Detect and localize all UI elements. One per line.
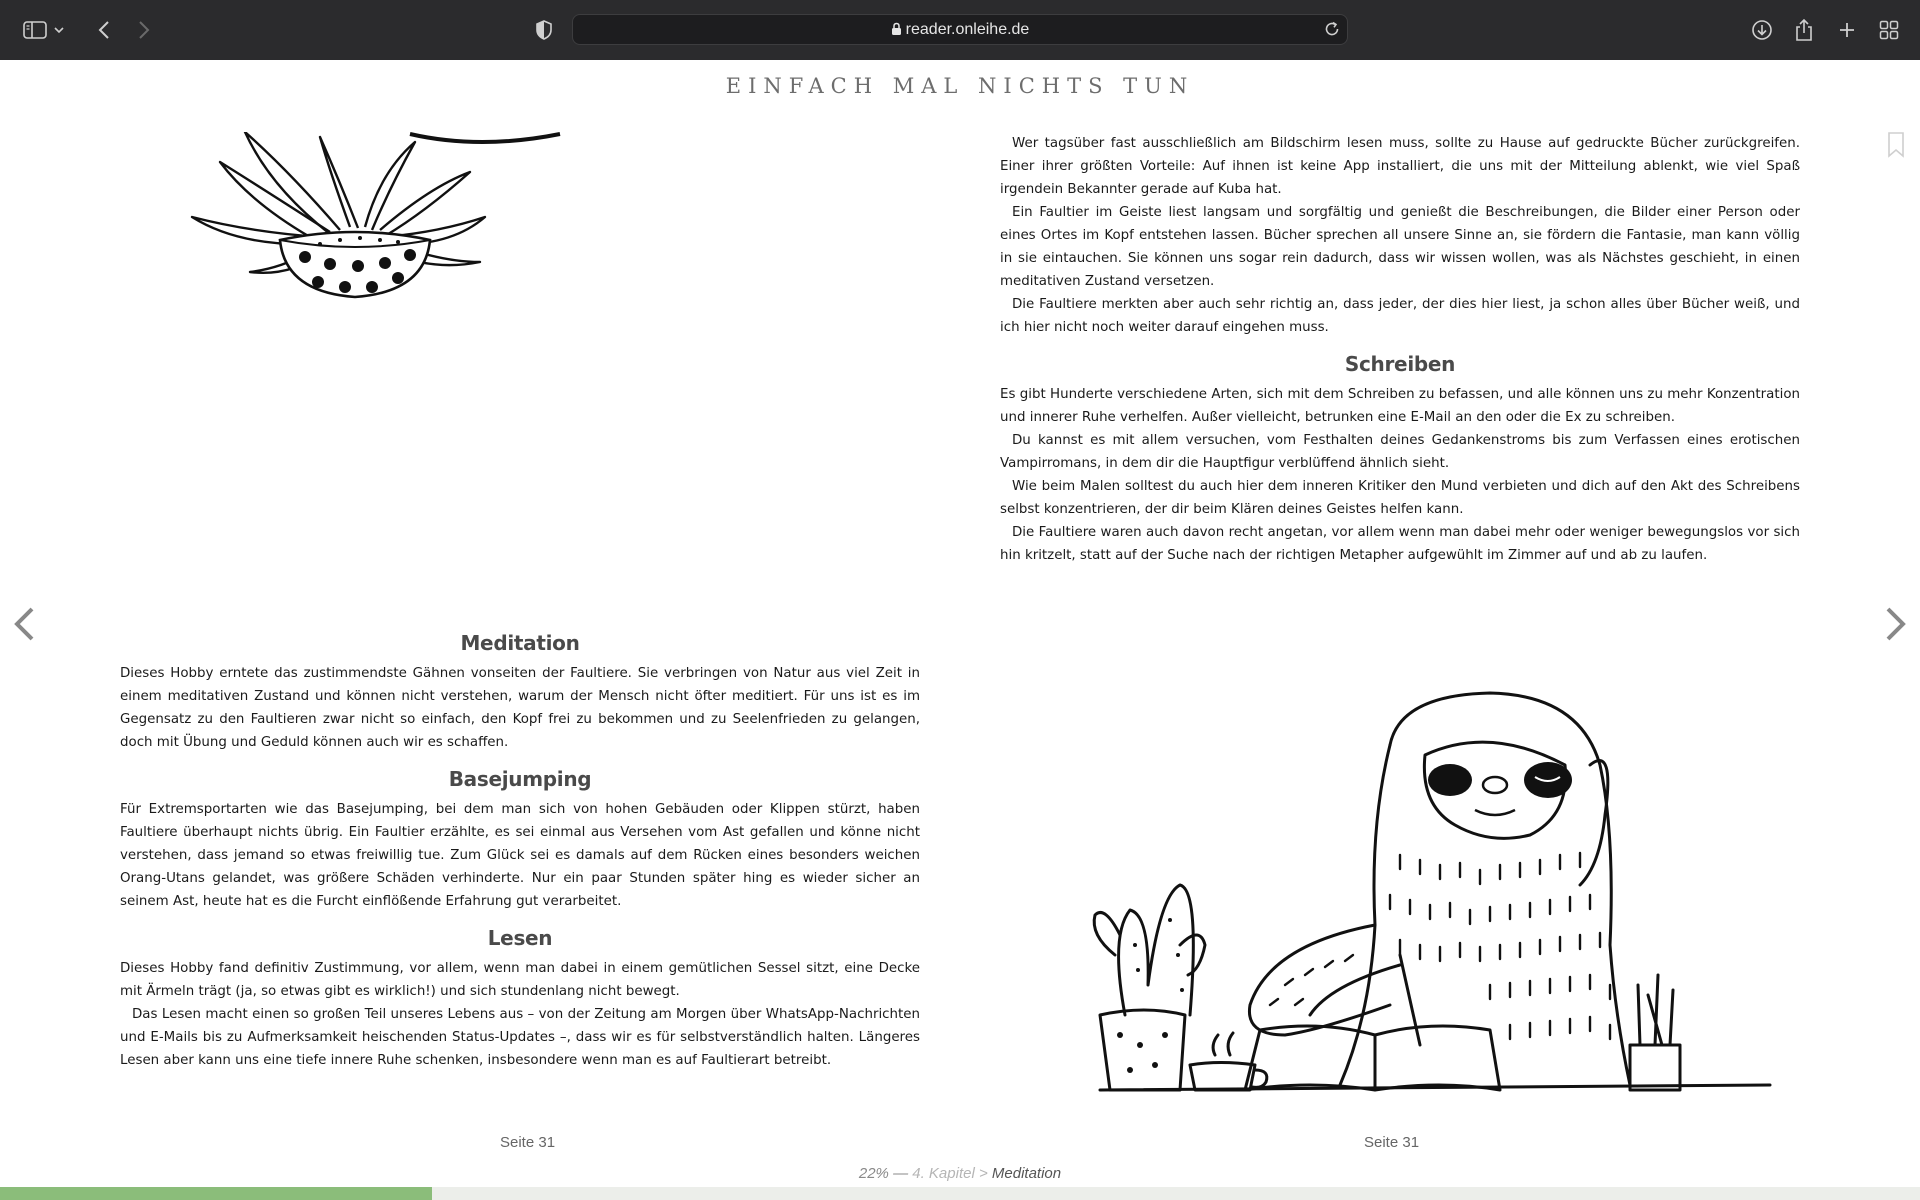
reading-progress-bar[interactable]	[0, 1187, 1920, 1200]
schreiben-paragraph-4: Die Faultiere waren auch davon recht angetan, vor allem wenn man dabei mehr oder weniger bewegungslos vor sich hin kritzelt, statt auf der Suche nach der richtigen Metapher aufgewühlt im Zimmer auf und ab zu laufen.	[1000, 525, 1800, 563]
section-heading-lesen: Lesen	[487, 926, 553, 950]
lesen-paragraph-1: Dieses Hobby fand definitiv Zustimmung, vor allem, wenn man dabei in einem gemütlichen Sessel sitzt, eine Decke mit Ärmeln trägt (ja, so etwas gibt es wirklich!) und sich stundenlang nicht bewegt.	[120, 961, 920, 999]
schreiben-paragraph-2: Du kannst es mit allem versuchen, vom Festhalten deines Gedankenstroms bis zum Verfassen eines erotischen Vampirromans, in dem dir die Hauptfigur verblüffend ähnlich sieht.	[1000, 433, 1800, 471]
basejumping-paragraph: Für Extremsportarten wie das Basejumping, bei dem man sich von hohen Gebäuden oder Klippen stürzt, haben Faultiere überhaupt nichts übrig. Ein Faultier erzählte, es sei einmal aus Versehen vom Ast gefallen und könne nicht verstehen, dass jemand so etwas freiwillig tue. Zum Glück sei es damals auf dem Rücken eines besonders weichen Orang-Utans gelandet, was größere Schäden verhinderte. Nur ein paar Stunden später hing es wieder sicher an seinem Ast, heute hat es die Furcht einflößende Erfahrung gut verarbeitet.	[120, 802, 920, 909]
bookmark-icon[interactable]	[1887, 132, 1905, 162]
status-separator: —	[888, 1165, 913, 1182]
new-tab-icon[interactable]	[1833, 16, 1861, 44]
share-icon[interactable]	[1790, 16, 1818, 44]
sloth-illustration	[1070, 685, 1790, 1095]
back-icon[interactable]	[90, 16, 118, 44]
tab-overview-icon[interactable]	[1875, 16, 1903, 44]
right-page-text	[1000, 132, 1800, 567]
book-title: EINFACH MAL NICHTS TUN	[725, 74, 1195, 98]
browser-toolbar	[0, 0, 1920, 60]
url-text: reader.onleihe.de	[905, 21, 1030, 38]
reload-icon[interactable]	[1323, 20, 1341, 42]
sidebar-icon[interactable]	[21, 16, 49, 44]
intro-paragraph-1: Wer tagsüber fast ausschließlich am Bildschirm lesen muss, sollte zu Hause auf gedruckte Bücher zurückgreifen. Einer ihrer größten Vorteile: Auf ihnen ist keine App installiert, die uns mit der Mitteilung ablenkt, wie viel Spaß irgendein Bekannter gerade auf Kuba hat.	[1000, 136, 1800, 197]
reading-progress-fill	[0, 1187, 432, 1200]
right-page-number: Seite 31	[1364, 1134, 1420, 1151]
schreiben-paragraph-3: Wie beim Malen solltest du auch hier dem inneren Kritiker den Mund verbieten und dich auf den Akt des Schreibens selbst konzentrieren, der dir beim Klären deines Geistes helfen kann.	[1000, 479, 1800, 517]
chapter-link[interactable]: 4. Kapitel	[912, 1165, 975, 1182]
intro-paragraph-3: Die Faultiere merkten aber auch sehr richtig an, dass jeder, der dies hier liest, ja schon alles über Bücher weiß, und ich hier nicht noch weiter darauf eingehen muss.	[1000, 297, 1800, 335]
lesen-paragraph-2: Das Lesen macht einen so großen Teil unseres Lebens aus – von der Zeitung am Morgen über WhatsApp-Nachrichten und E-Mails bis zu Aufmerksamkeit heischenden Status-Updates –, dass wir es für selbstverständlich halten. Längeres Lesen aber kann uns eine tiefe innere Ruhe schenken, insbesondere wenn man es auf Faultierart betreibt.	[120, 1007, 920, 1068]
plant-illustration	[180, 132, 580, 302]
intro-paragraph-2: Ein Faultier im Geiste liest langsam und sorgfältig und genießt die Beschreibungen, die Bilder einer Person oder eines Ortes im Kopf entstehen lassen. Bücher sprechen all unsere Sinne an, sie fördern die Fantasie, man kann völlig in sie eintauchen. Sie können uns sogar rein dadurch, dass wir wissen wollen, was als Nächstes geschieht, in einen meditativen Zustand versetzen.	[1000, 205, 1800, 289]
previous-page-arrow[interactable]	[12, 606, 36, 646]
breadcrumb-arrow: >	[974, 1165, 992, 1182]
forward-icon[interactable]	[130, 16, 158, 44]
section-heading-basejumping: Basejumping	[448, 767, 592, 791]
meditation-paragraph: Dieses Hobby erntete das zustimmendste Gähnen vonseiten der Faultiere. Sie verbringen von Natur aus viel Zeit in einem meditativen Zustand und können nicht verstehen, warum der Mensch nicht öfter meditiert. Für uns ist es im Gegensatz zu den Faultieren zwar nicht so einfach, den Kopf frei zu bekommen und zu Seelenfrieden zu gelangen, doch mit Übung und Geduld können auch wir es schaffen.	[120, 666, 920, 750]
address-bar[interactable]	[572, 14, 1348, 45]
section-heading-schreiben: Schreiben	[1344, 352, 1456, 376]
privacy-shield-icon[interactable]	[530, 16, 558, 44]
progress-percent: 22%	[858, 1165, 889, 1182]
current-section: Meditation	[991, 1165, 1062, 1182]
chevron-down-icon[interactable]	[51, 16, 67, 44]
section-heading-meditation: Meditation	[460, 631, 580, 655]
left-page-text	[120, 622, 920, 1072]
left-page-number: Seite 31	[500, 1134, 556, 1151]
lock-icon	[891, 22, 902, 41]
next-page-arrow[interactable]	[1884, 606, 1908, 646]
reading-status	[0, 1165, 1920, 1182]
schreiben-paragraph-1: Es gibt Hunderte verschiedene Arten, sich mit dem Schreiben zu befassen, und alle können uns zu mehr Konzentration und innerer Ruhe verhelfen. Außer vielleicht, betrunken eine E-Mail an den oder die Ex zu schreiben.	[1000, 387, 1800, 425]
download-icon[interactable]	[1748, 16, 1776, 44]
